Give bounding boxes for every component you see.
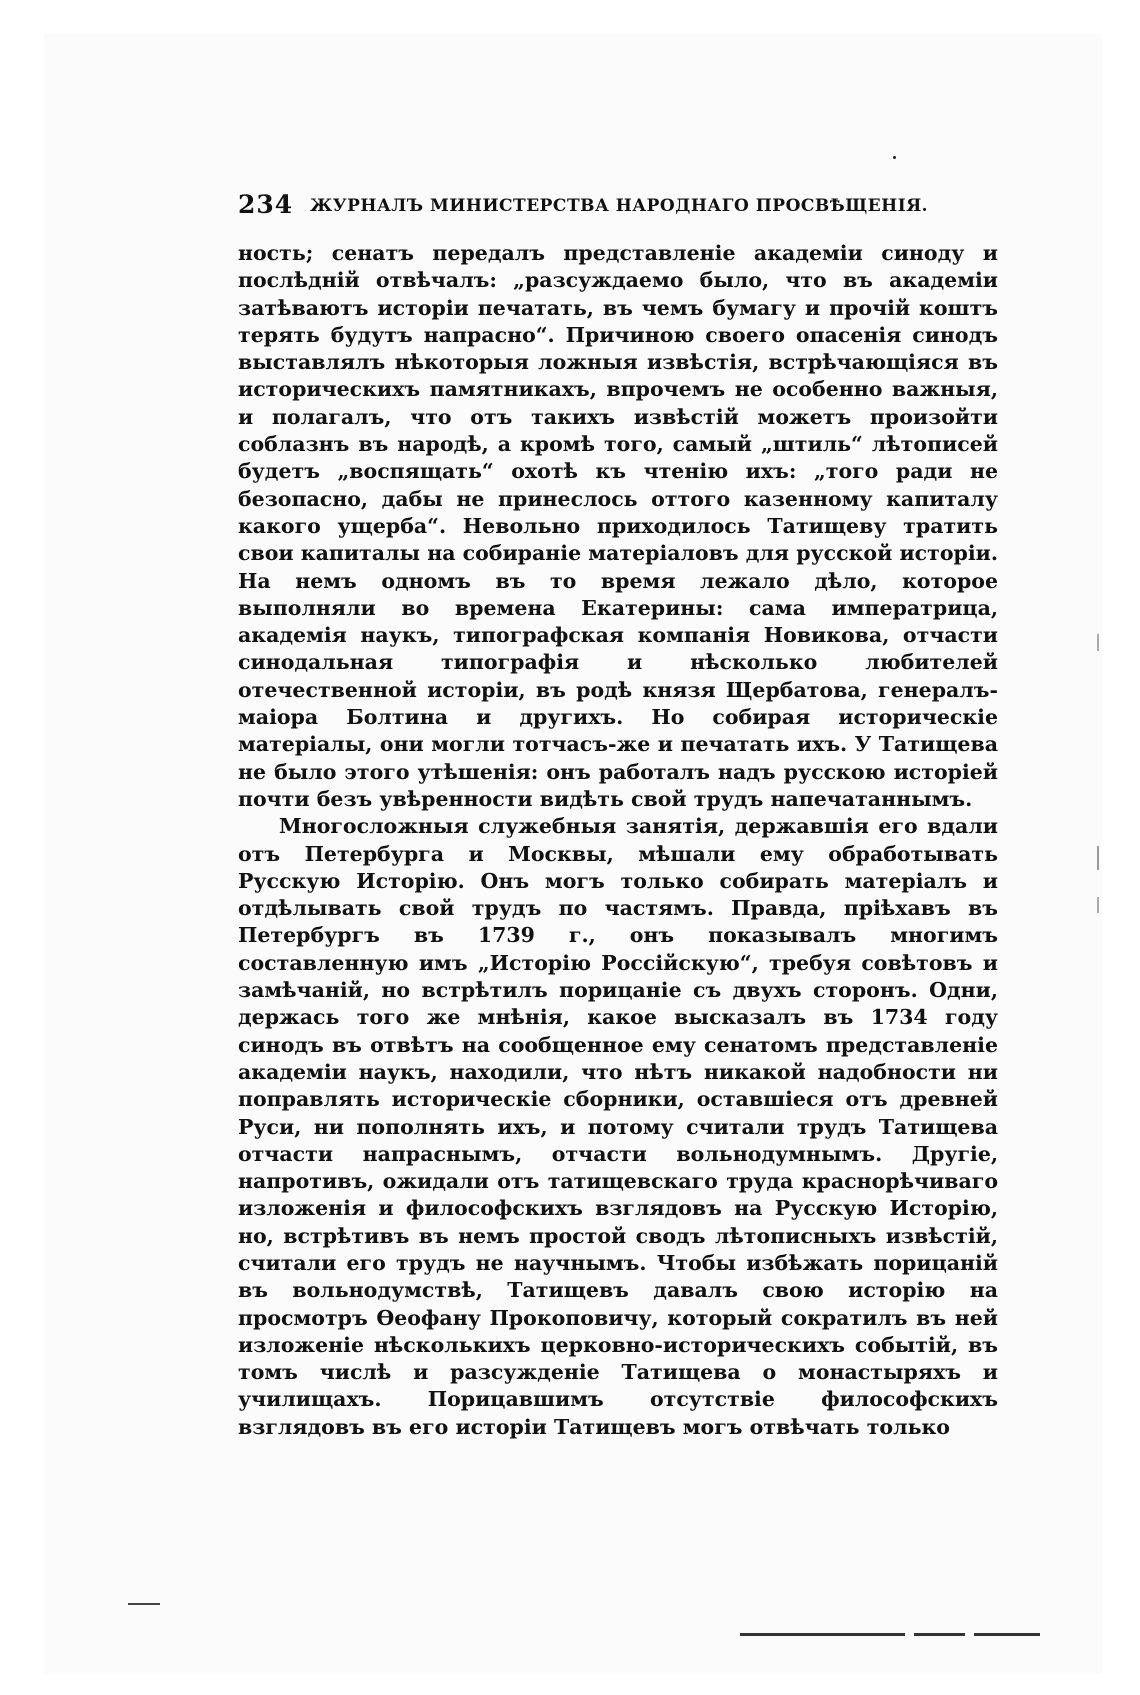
paragraph: Многосложныя служебныя занятія, державшія его вдали отъ Петербурга и Москвы, мѣшали ему обработывать Русскую Исторію. Онъ могъ только собирать матеріалъ и отдѣлывать свой трудъ по частямъ. Правда, пріѣхавъ въ Петербургъ въ 1739 г., онъ показывалъ многимъ составленную имъ „Исторію Россійскую“, требуя совѣтовъ и замѣчаній, но встрѣтилъ порицаніе съ двухъ сторонъ. Одни, держась того же мнѣнія, какое высказалъ въ 1734 году синодъ въ отвѣтъ на сообщенное ему сенатомъ представленіе академіи наукъ, находили, что нѣтъ никакой надобности ни поправлять историческіе сборники, оставшіеся отъ древней Руси, ни пополнять ихъ, и потому считали трудъ Татищева отчасти напраснымъ, отчасти вольнодумнымъ. Другіе, напротивъ, ожидали отъ татищевскаго труда краснорѣчиваго изложенія и философскихъ взглядовъ на Русскую Исторію, но, встрѣтивъ въ немъ простой сводъ лѣтописныхъ извѣстій, считали его трудъ не научнымъ. Чтобы избѣжать порицаній въ вольнодумствѣ, Татищевъ давалъ свою исторію на просмотръ Ѳеофану Прокоповичу, который сократилъ въ ней изложеніе нѣсколькихъ церковно-историческихъ событій, въ томъ числѣ и разсужденіе Татищева о монастыряхъ и училищахъ. Порицавшимъ отсутствіе философскихъ взглядовъ въ его исторіи Татищевъ могъ отвѣчать только [238,814,998,1439]
margin-rule [128,1603,160,1605]
bottom-rule [740,1633,1040,1636]
running-title: ЖУРНАЛЪ МИНИСТЕРСТВА НАРОДНАГО ПРОСВѢЩЕНІЯ. [310,196,929,216]
page-number: 234 [238,190,294,219]
body-text [238,240,998,1441]
speck-mark [893,156,896,159]
paragraph: ность; сенатъ передалъ представленіе академіи синоду и послѣдній отвѣчалъ: „разсуждаемо было, что въ академіи затѣваютъ исторіи печатать, въ чемъ бумагу и прочій коштъ терять будутъ напрасно“. Причиною своего опасенія синодъ выставлялъ нѣкоторыя ложныя извѣстія, встрѣчающіяся въ историческихъ памятникахъ, впрочемъ не особенно важныя, и полагалъ, что отъ такихъ извѣстій можетъ произойти соблазнъ въ народѣ, а кромѣ того, самый „штиль“ лѣтописей будетъ „воспящать“ охотѣ къ чтенію ихъ: „того ради не безопасно, дабы не принеслось оттого казенному капиталу какого ущерба“. Невольно приходилось Татищеву тратить свои капиталы на собираніе матеріаловъ для русской исторіи. На немъ одномъ въ то время лежало дѣло, которое выполняли во времена Екатерины: сама императрица, академія наукъ, типографская компанія Новикова, отчасти синодальная типографія и нѣсколько любителей отечественной исторіи, въ родѣ князя Щербатова, генералъ-маіора Болтина и другихъ. Но собирая историческіе матеріалы, они могли тотчасъ-же и печатать ихъ. У Татищева не было этого утѣшенія: онъ работалъ надъ русскою исторіей почти безъ увѣренности видѣть свой трудъ напечатаннымъ. [238,241,998,811]
margin-mark [1097,846,1099,870]
margin-mark [1097,634,1099,651]
margin-mark [1097,897,1099,913]
page-header [238,190,998,230]
